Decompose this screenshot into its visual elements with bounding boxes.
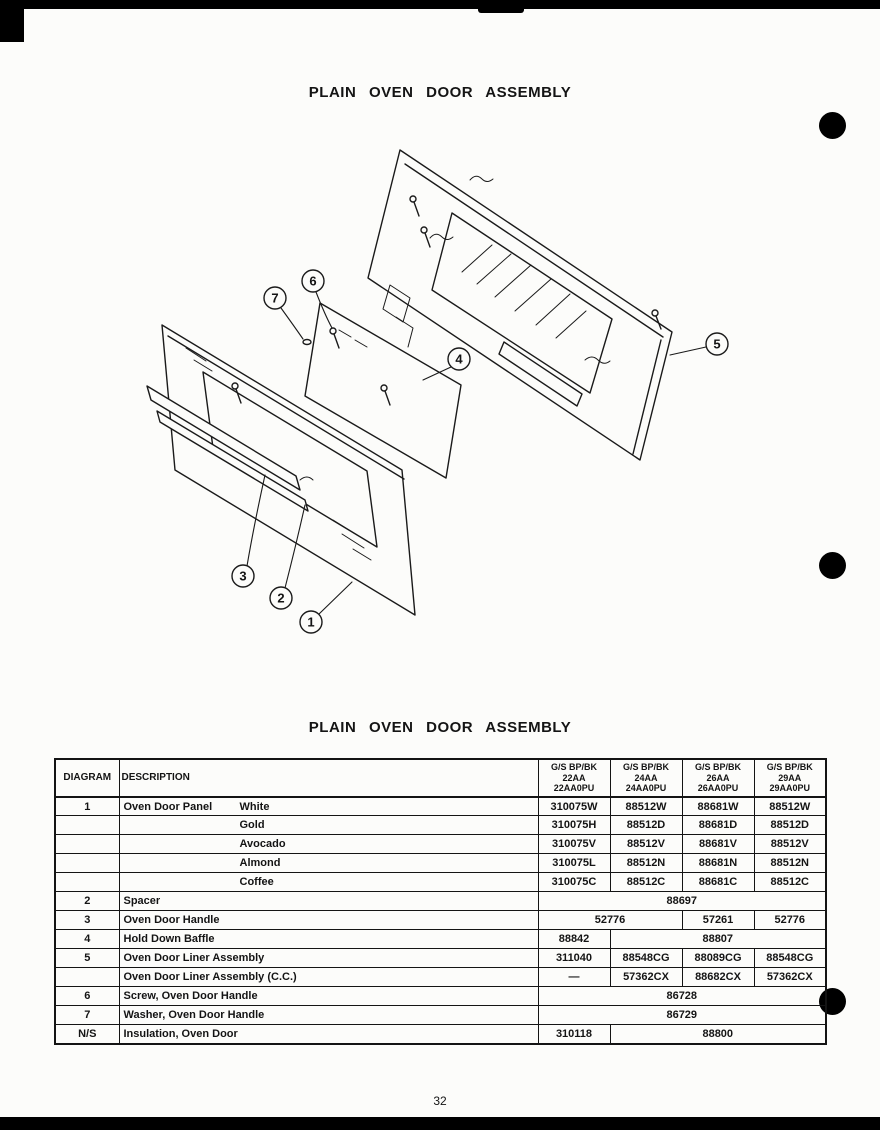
part-number-cell: 88089CG: [682, 949, 754, 968]
description-text: Oven Door Handle: [123, 914, 220, 927]
part-number-cell: 310075H: [538, 816, 610, 835]
svg-text:4: 4: [455, 351, 463, 367]
svg-text:3: 3: [239, 568, 247, 584]
part-number-cell: 310075V: [538, 835, 610, 854]
part-number-cell: 310118: [538, 1025, 610, 1044]
diagram-number-cell: 6: [55, 987, 119, 1006]
table-row: [55, 835, 826, 854]
diagram-number-cell: 2: [55, 892, 119, 911]
model-line: 22AA: [562, 772, 586, 783]
description-cell: [119, 892, 538, 911]
part-number-cell: 86728: [538, 987, 826, 1006]
model-line: G/S BP/BK: [622, 762, 669, 772]
model-line: 22AA0PU: [553, 783, 595, 794]
part-number-cell: 86729: [538, 1006, 826, 1025]
part-number-cell: 88512C: [754, 873, 826, 892]
part-number-cell: 88681N: [682, 854, 754, 873]
part-number-cell: 88512W: [754, 797, 826, 816]
scan-artifact-top-bar: [0, 0, 880, 9]
part-number-cell: 88681V: [682, 835, 754, 854]
part-number-cell: 57362CX: [610, 968, 682, 987]
part-number-cell: 310075L: [538, 854, 610, 873]
part-number-cell: 88548CG: [610, 949, 682, 968]
diagram-number-cell: 5: [55, 949, 119, 968]
diagram-number-cell: [55, 854, 119, 873]
description-text: Oven Door Panel: [123, 800, 213, 813]
diagram-number-cell: [55, 816, 119, 835]
table-row: [55, 968, 826, 987]
part-number-cell: 52776: [754, 911, 826, 930]
description-variant: Almond: [239, 857, 281, 870]
model-line: 24AA0PU: [625, 783, 667, 794]
diagram-number-cell: N/S: [55, 1025, 119, 1044]
part-number-cell: 88697: [538, 892, 826, 911]
col-header-model-29aa: [754, 759, 826, 797]
description-variant: Gold: [239, 819, 265, 832]
part-number-cell: 88512D: [610, 816, 682, 835]
part-number-cell: 88682CX: [682, 968, 754, 987]
callout-4: [448, 348, 470, 370]
callout-3: [232, 565, 254, 587]
model-line: G/S BP/BK: [694, 762, 741, 772]
part-number-cell: —: [538, 968, 610, 987]
exploded-diagram: [0, 120, 880, 660]
table-row: [55, 892, 826, 911]
part-number-cell: 57362CX: [754, 968, 826, 987]
svg-text:5: 5: [713, 336, 721, 352]
description-variant: White: [239, 800, 270, 813]
description-text: Oven Door Liner Assembly (C.C.): [123, 971, 297, 984]
callout-1: [300, 611, 322, 633]
part-number-cell: 88512W: [610, 797, 682, 816]
description-cell: [119, 949, 538, 968]
description-text: Washer, Oven Door Handle: [123, 1009, 265, 1022]
table-title: PLAIN OVEN DOOR ASSEMBLY: [308, 719, 572, 736]
callout-5: [706, 333, 728, 355]
page-number: 32: [433, 1094, 447, 1108]
part-number-cell: 88512C: [610, 873, 682, 892]
description-cell: [119, 797, 538, 816]
description-text: Spacer: [123, 895, 161, 908]
description-cell: [119, 1025, 538, 1044]
part-number-cell: 88800: [610, 1025, 826, 1044]
col-header-model-26aa: [682, 759, 754, 797]
callout-7: [264, 287, 286, 309]
table-row: [55, 854, 826, 873]
description-cell: [119, 930, 538, 949]
model-line: 26AA0PU: [697, 783, 739, 794]
model-line: 26AA: [706, 772, 730, 783]
part-number-cell: 57261: [682, 911, 754, 930]
parts-table: [54, 758, 827, 1045]
svg-text:2: 2: [277, 590, 285, 606]
svg-text:6: 6: [309, 273, 317, 289]
svg-text:7: 7: [271, 290, 279, 306]
table-row: [55, 1006, 826, 1025]
col-header-description: DESCRIPTION: [119, 759, 538, 797]
col-header-model-24aa: [610, 759, 682, 797]
header-row: [55, 759, 826, 797]
description-cell: [119, 854, 538, 873]
description-cell: [119, 816, 538, 835]
description-variant: Coffee: [239, 876, 274, 889]
part-number-cell: 88512V: [610, 835, 682, 854]
col-header-diagram: DIAGRAM: [55, 759, 119, 797]
description-cell: [119, 968, 538, 987]
part-number-cell: 310075W: [538, 797, 610, 816]
table-row: [55, 1025, 826, 1044]
description-text: Hold Down Baffle: [123, 933, 215, 946]
part-number-cell: 52776: [538, 911, 682, 930]
part-number-cell: 88512D: [754, 816, 826, 835]
part-number-cell: 88842: [538, 930, 610, 949]
part-number-cell: 88512V: [754, 835, 826, 854]
part-number-cell: 88681D: [682, 816, 754, 835]
part-number-cell: 88807: [610, 930, 826, 949]
part-number-cell: 88512N: [754, 854, 826, 873]
part-number-cell: 311040: [538, 949, 610, 968]
description-cell: [119, 1006, 538, 1025]
table-row: [55, 949, 826, 968]
diagram-number-cell: 4: [55, 930, 119, 949]
scan-artifact-blob: [478, 6, 524, 13]
scan-artifact-bottom-bar: [0, 1117, 880, 1130]
diagram-number-cell: 7: [55, 1006, 119, 1025]
description-cell: [119, 987, 538, 1006]
table-row: [55, 930, 826, 949]
svg-text:1: 1: [307, 614, 315, 630]
table-row: [55, 873, 826, 892]
description-variant: Avocado: [239, 838, 286, 851]
scan-artifact-corner: [0, 0, 24, 42]
diagram-number-cell: [55, 968, 119, 987]
description-text: Oven Door Liner Assembly: [123, 952, 265, 965]
model-line: 24AA: [634, 772, 658, 783]
description-text: Insulation, Oven Door: [123, 1028, 238, 1041]
part-number-cell: 88512N: [610, 854, 682, 873]
col-header-model-22aa: [538, 759, 610, 797]
description-cell: [119, 873, 538, 892]
page-title: PLAIN OVEN DOOR ASSEMBLY: [308, 84, 572, 101]
callout-6: [302, 270, 324, 292]
table-row: [55, 797, 826, 816]
table-row: [55, 911, 826, 930]
callout-2: [270, 587, 292, 609]
diagram-number-cell: [55, 873, 119, 892]
part-number-cell: 88681C: [682, 873, 754, 892]
description-cell: [119, 835, 538, 854]
table-row: [55, 987, 826, 1006]
part-number-cell: 310075C: [538, 873, 610, 892]
model-line: G/S BP/BK: [766, 762, 813, 772]
model-line: G/S BP/BK: [550, 762, 597, 772]
description-cell: [119, 911, 538, 930]
model-line: 29AA0PU: [769, 783, 811, 794]
part-number-cell: 88548CG: [754, 949, 826, 968]
table-row: [55, 816, 826, 835]
description-text: Screw, Oven Door Handle: [123, 990, 258, 1003]
diagram-number-cell: 3: [55, 911, 119, 930]
diagram-number-cell: 1: [55, 797, 119, 816]
part-number-cell: 88681W: [682, 797, 754, 816]
model-line: 29AA: [778, 772, 802, 783]
diagram-number-cell: [55, 835, 119, 854]
